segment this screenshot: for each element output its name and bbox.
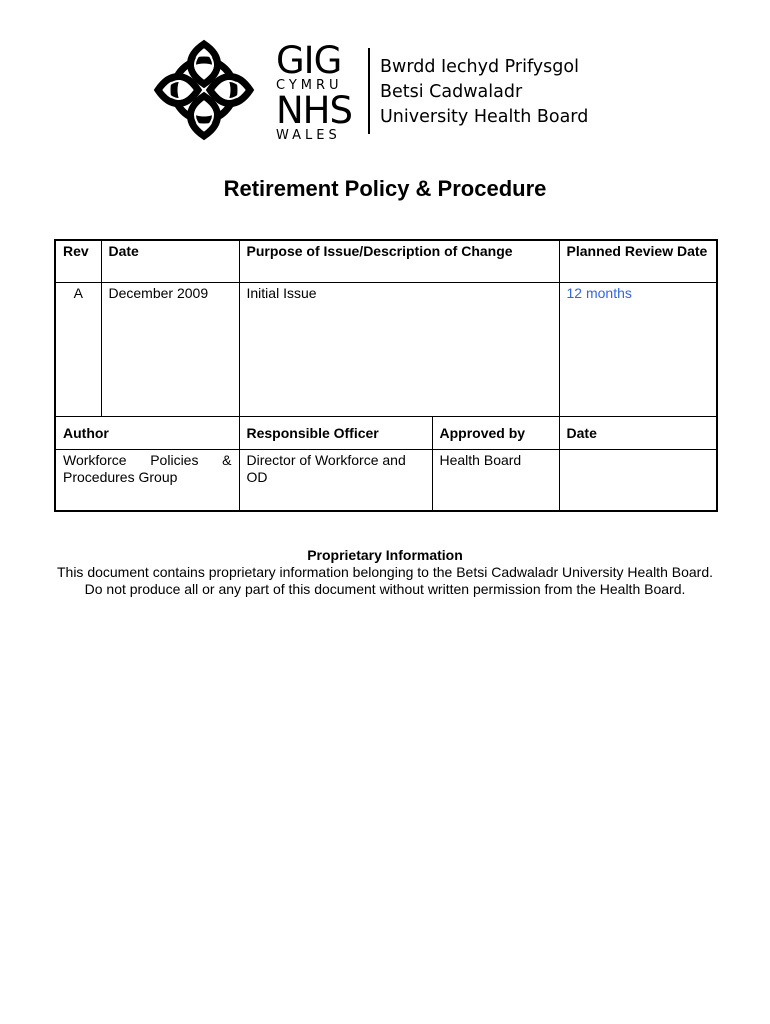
wales-text: WALES	[276, 128, 341, 143]
gig-text: GIG	[276, 39, 342, 82]
approval-date-header: Date	[559, 416, 717, 449]
board-name-block	[380, 55, 588, 130]
purpose-cell: Initial Issue	[239, 282, 559, 416]
date-cell: December 2009	[101, 282, 239, 416]
approval-row	[55, 449, 717, 511]
board-name-line-3: University Health Board	[380, 107, 589, 127]
nhs-text: NHS	[276, 89, 352, 132]
author-cell	[55, 449, 239, 511]
board-name-line-2: Betsi Cadwaladr	[380, 82, 523, 102]
document-title: Retirement Policy & Procedure	[223, 176, 547, 201]
celtic-knot-logo-icon	[152, 38, 256, 142]
author-line-2: Procedures Group	[63, 468, 178, 485]
approval-date-cell	[559, 449, 717, 511]
proprietary-text: This document contains proprietary information belonging to the Betsi Cadwaladr University Health Board. Do not produce all or any part of this document without written permission from the Health Board.	[56, 564, 713, 597]
revision-header-row	[55, 240, 717, 282]
review-header: Planned Review Date	[559, 240, 717, 282]
officer-cell: Director of Workforce and OD	[239, 449, 432, 511]
author-line-1: Workforce Policies &	[63, 451, 232, 468]
board-name-line-1: Bwrdd Iechyd Prifysgol	[380, 57, 579, 77]
revision-table	[54, 239, 718, 512]
revision-row	[55, 282, 717, 416]
logo-divider	[368, 48, 370, 134]
proprietary-heading: Proprietary Information	[307, 547, 463, 563]
nhs-wales-wordmark	[276, 39, 360, 144]
approved-header: Approved by	[432, 416, 559, 449]
approved-cell: Health Board	[432, 449, 559, 511]
rev-header: Rev	[55, 240, 101, 282]
author-header: Author	[55, 416, 239, 449]
rev-cell: A	[55, 282, 101, 416]
approval-header-row	[55, 416, 717, 449]
date-header: Date	[101, 240, 239, 282]
cymru-text: CYMRU	[276, 78, 343, 93]
purpose-header: Purpose of Issue/Description of Change	[239, 240, 559, 282]
officer-header: Responsible Officer	[239, 416, 432, 449]
review-cell: 12 months	[559, 282, 717, 416]
proprietary-notice	[50, 547, 720, 598]
